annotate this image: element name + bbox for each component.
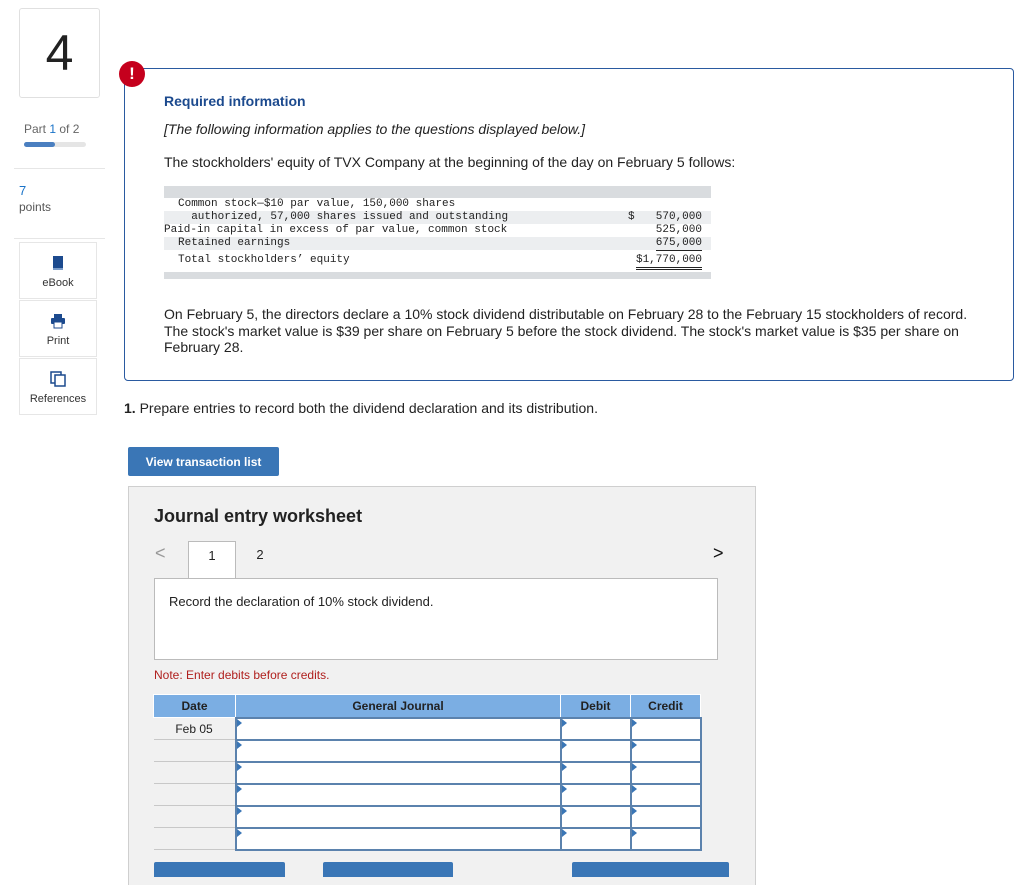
equity-value: $1,770,000	[636, 254, 702, 270]
table-row	[154, 718, 701, 740]
next-arrow-icon[interactable]: >	[713, 543, 724, 563]
equity-label: Retained earnings	[178, 237, 291, 249]
credit-input[interactable]	[631, 740, 701, 762]
table-row	[154, 740, 701, 762]
worksheet-tab-2[interactable]: 2	[256, 547, 264, 562]
column-header: Credit	[631, 695, 701, 718]
date-cell	[154, 762, 236, 784]
credit-input[interactable]	[631, 806, 701, 828]
print-button[interactable]	[19, 300, 97, 357]
equity-label: Total stockholders’ equity	[178, 254, 350, 266]
question-number-label: 1.	[124, 400, 136, 416]
equity-label: Common stock—$10 par value, 150,000 shares	[178, 198, 456, 210]
general-journal-input[interactable]	[236, 784, 561, 806]
debit-input[interactable]	[561, 718, 631, 740]
copy-icon	[50, 371, 66, 387]
table-row	[154, 828, 701, 850]
equity-label: Paid-in capital in excess of par value, common stock	[164, 224, 508, 236]
credit-input[interactable]	[631, 828, 701, 850]
date-cell	[154, 740, 236, 762]
table-row	[154, 784, 701, 806]
divider	[14, 238, 105, 239]
column-header: General Journal	[236, 695, 561, 718]
clear-entry-button[interactable]	[323, 862, 453, 877]
part-progress-bar	[24, 142, 86, 147]
credit-input[interactable]	[631, 784, 701, 806]
references-label: References	[29, 393, 87, 405]
info-intro: The stockholders' equity of TVX Company at the beginning of the day on February 5 follows:	[164, 154, 736, 170]
question-body: Prepare entries to record both the dividend declaration and its distribution.	[135, 400, 598, 416]
transaction-description: Record the declaration of 10% stock dividend.	[169, 594, 434, 609]
table-row	[154, 806, 701, 828]
view-transaction-list-button[interactable]: View transaction list	[128, 447, 279, 476]
equity-row	[164, 198, 711, 211]
alert-icon: !	[119, 61, 145, 87]
table-band	[164, 272, 711, 279]
table-band	[164, 186, 711, 198]
worksheet-tab-1[interactable]: 1	[188, 541, 236, 580]
credit-input[interactable]	[631, 718, 701, 740]
ebook-label: eBook	[42, 277, 74, 289]
print-label: Print	[46, 335, 70, 347]
date-cell: Feb 05	[154, 718, 236, 740]
equity-table	[164, 186, 711, 283]
part-indicator	[24, 122, 79, 136]
divider	[14, 168, 105, 169]
transaction-description-box	[154, 578, 718, 660]
info-paragraph: On February 5, the directors declare a 10% stock dividend distributable on February 28 to the February 15 stockholders of record. The stock's market value is $39 per share on February 5 before the stock dividend. The stock's market value is $35 per share on February 28.	[164, 306, 968, 355]
references-button[interactable]	[19, 358, 97, 415]
points-label: points	[19, 200, 52, 214]
table-header-row	[154, 695, 701, 718]
question-number: 4	[19, 8, 100, 98]
equity-currency: $	[628, 211, 635, 223]
worksheet-note: Note: Enter debits before credits.	[154, 668, 330, 682]
date-cell	[154, 784, 236, 806]
equity-row	[164, 211, 711, 224]
column-header: Debit	[561, 695, 631, 718]
worksheet-title: Journal entry worksheet	[154, 506, 363, 526]
general-journal-input[interactable]	[236, 740, 561, 762]
date-cell	[154, 828, 236, 850]
book-icon	[50, 255, 66, 271]
debit-input[interactable]	[561, 784, 631, 806]
debit-input[interactable]	[561, 806, 631, 828]
debit-input[interactable]	[561, 828, 631, 850]
equity-row	[164, 254, 711, 267]
points-value: 7	[19, 183, 27, 198]
general-journal-input[interactable]	[236, 762, 561, 784]
equity-row	[164, 224, 711, 237]
equity-row	[164, 237, 711, 250]
date-cell	[154, 806, 236, 828]
debit-input[interactable]	[561, 762, 631, 784]
equity-value: 570,000	[655, 211, 702, 223]
equity-label: authorized, 57,000 shares issued and outstanding	[178, 211, 509, 223]
credit-input[interactable]	[631, 762, 701, 784]
part-label-post: of 2	[56, 122, 80, 136]
part-current: 1	[49, 122, 57, 136]
printer-icon	[50, 313, 66, 329]
journal-table	[153, 694, 702, 851]
equity-value: 675,000	[655, 237, 702, 249]
general-journal-input[interactable]	[236, 828, 561, 850]
required-info-heading: Required information	[164, 93, 306, 109]
general-journal-input[interactable]	[236, 718, 561, 740]
info-note: [The following information applies to the questions displayed below.]	[164, 121, 586, 137]
prev-arrow-icon[interactable]: <	[155, 543, 166, 563]
part-progress-fill	[24, 142, 55, 147]
part-label-pre: Part	[24, 122, 50, 136]
general-journal-input[interactable]	[236, 806, 561, 828]
record-entry-button[interactable]	[154, 862, 285, 877]
ebook-button[interactable]	[19, 242, 97, 299]
question-text	[124, 400, 598, 416]
equity-value: 525,000	[655, 224, 702, 236]
debit-input[interactable]	[561, 740, 631, 762]
column-header: Date	[154, 695, 236, 718]
table-row	[154, 762, 701, 784]
view-general-journal-button[interactable]	[572, 862, 729, 877]
